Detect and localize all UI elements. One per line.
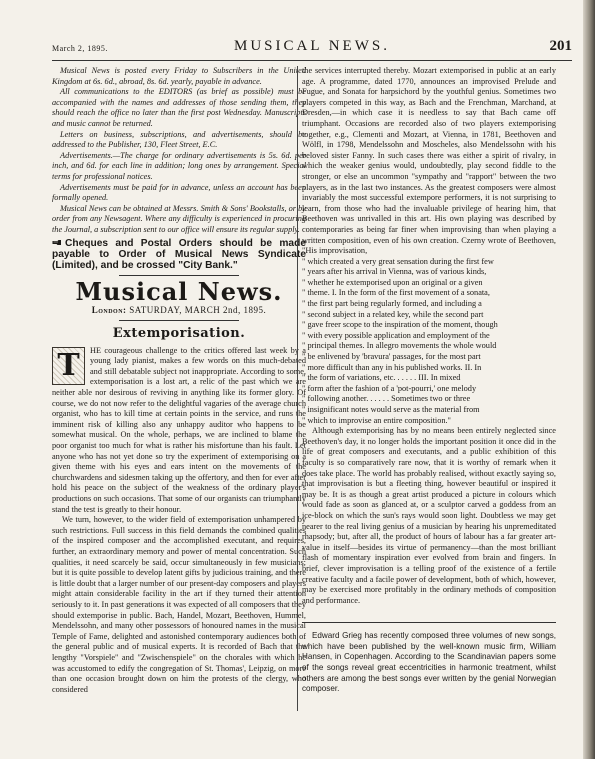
header-rule [52,60,572,61]
quote-line: " more difficult than any in his published works. II. In [302,362,482,372]
header-date: March 2, 1895. [52,44,108,53]
article-paragraph-1 [52,346,306,516]
article-paragraph-2: We turn, however, to the wider field of extemporisation unhampered by such restrictions. Full success in this field demands the combined qualities of the inspired composer and the accomplished executant, and requires, further, an extraordinary memory and power of mental concentration. Such qualities, it need scarcely be said, occur simultaneously in few musicians; but it is quite possible to develop latent gifts by judicious training, and there is little doubt that a larger number of our present-day composers and players might attain considerable facility in the art if they turned their attention seriously to it. In past generations it was expected of all composers that they should extemporise in public. Bach, Handel, Mozart, Beethoven, Hummel, Mendelssohn, and many other possessors of honoured names in the musical Temple of Fame, delighted and astonished contemporary audiences both of the general public and of musical experts. It is recorded of Bach that the lengthy "Vorspiele" and "Zwischenspiele" on the chorales with which he was accustomed to edify the congregation of St. Thomas', Leipzig, on more than one occasion brought down on him the protests of the clergy, who considered [52,515,306,694]
notice-bookstalls: Musical News can be obtained at Messrs. Smith & Sons' Bookstalls, or by order from any Newsagent. Where any difficulty is experienced in procuring the Journal, a subscription sent to our office will ensure its regular supply. [52,203,306,234]
cheque-notice [52,238,306,272]
right-column [302,66,556,695]
dateline-city: London: [91,305,127,316]
quote-line: " be enlivened by 'bravura' passages, for the most part [302,352,481,362]
quote-line: " whether he extemporised upon an original or a given [302,277,483,287]
article-paragraph-3: the services interrupted thereby. Mozart extemporised in public at an early age. A programme, dated 1770, announces an improvised Prelude and Fugue, and Sonata for harpsichord by the youthful genius. Sometimes two players competed in this way, as Bach and the Frenchman, Marchand, at Dresden,—in which case it is needless to say that Bach came off triumphant. Occasions are recorded also of two players extemporising together, e.g., Clementi and Mozart, at Vienna, in 1781, Beethoven and Wölfl, in 1798, Mendelssohn and Moscheles, also Mendelssohn with his beloved sister Fanny. In such cases there was either a spirit of rivalry, in which the weaker genius would, undoubtedly, play second fiddle to the stronger, or else an uncommon "sympathy and "rapport" between the two players, as in the last two instances. As the greatest composers were almost invariably the most successful extempore performers, it is not surprising to learn, from those who had the invaluable privilege of hearing him, that Beethoven was unrivalled in this art. His own playing was described by contemporaries as being far finer when improvising than when playing a written composition, even of his own creation. Czerny wrote of Beethoven, "His improvisation, [302,66,556,256]
quote-line: " years after his arrival in Vienna, was of various kinds, [302,267,487,277]
quote-line: " with every possible application and employment of the [302,330,490,340]
cheque-notice-text: Cheques and Postal Orders should be made payable to Order of Musical News Syndicate (Limited), and be crossed "City Bank." [52,237,306,271]
masthead-divider [119,320,239,321]
article-paragraph-4: Although extemporising has by no means been entirely neglected since Beethoven's day, it no longer holds the important position it once did in the life of great composers and executants, and a public exhibition of this faculty is so comparatively rare now, that it is worthy of remark when it does take place. The world has probably realised, without exactly saying so, that improvisation is but a fleeting thing, however beautiful or inspired it may be. It is as though a great artist produced a picture in colours which would fade as soon as glanced at, or a sculptor carved a goddess from an ice-block on which the sun's rays would soon light. Doubtless we may get nearer to the real living genius of a musician by hearing his unpremeditated rhapsody; but, after all, the product of hours of labour has a far greater art-value in itself—besides its virtue of permanency—than the most brilliant flash of momentary inspiration ever evolved from brain and fingers. In brief, clever improvisation is a telling proof of the existence of a fertile creative faculty and a facile power of development, both of which, however, may be exercised more profitably in the ordinary methods of composition and performance. [302,426,556,605]
masthead-title: Musical News. [75,277,283,307]
quote-line: " which created a very great sensation during the first few [302,256,494,266]
grieg-note: Edward Grieg has recently composed three volumes of new songs, which have been published by the well-known music firm, William Hansen, in Copenhagen. According to the Scandinavian papers some of the songs reveal great eccentricities in harmonic treatment, whilst others are among the best songs ever written by the genial Norwegian composer. [302,622,556,695]
quote-line: " gave freer scope to the inspiration of the moment, though [302,320,498,330]
article-title: Extemporisation. [112,325,246,341]
quote-line: " form after the fashion of a 'pot-pourri,' one melody [302,383,477,393]
quote-line: " principal themes. In allegro movements the whole would [302,341,497,351]
dateline-date: SATURDAY, MARCH 2nd, 1895. [129,305,267,316]
notice-advertisements: Advertisements.—The charge for ordinary advertisements is 5s. 6d. per inch, and 6d. for each line in addition; long ones by arrangement. Special terms for professional notices. [52,150,306,181]
quote-line: " theme. I. In the form of the first movement of a sonata, [302,288,490,298]
quote-line: " the form of variations, etc. . . . . . III. In mixed [302,373,461,383]
masthead-dateline [52,305,306,316]
page-header [52,38,572,58]
notice-payment: Advertisements must be paid for in advance, unless an account has been formally opened. [52,182,306,203]
notice-business: Letters on business, subscriptions, and advertisements, should be addressed to the Publisher, 130, Fleet Street, E.C. [52,129,306,150]
header-title: MUSICAL NEWS. [234,38,390,54]
notice-editors: All communications to the EDITORS (as brief as possible) must be accompanied with the names and addresses of those sending them, they should reach the office no later than the first post Wednesday. Manuscripts and music cannot be returned. [52,87,306,128]
column-rule [297,66,298,711]
notice-subscription: Musical News is posted every Friday to Subscribers in the United Kingdom at 6s. 6d., abroad, 8s. 6d. yearly, payable in advance. [52,66,306,86]
section-divider [119,275,239,276]
page-number: 201 [549,38,572,54]
left-column [52,66,306,695]
quote-line: " which to improvise an entire composition." [302,415,451,425]
paragraph-1-text: HE courageous challenge to the critics offered last week by a young lady pianist, makes a few words on this much-debated and still debatable subject not inappropriate. According to some, extemporisation is a lost art, a relic of the past which we are neither able nor desirous of reviving in anything like its former glory. Of course, we do not now refer to the delightful vagaries of the average church organist, who has to kill time at certain points in the service, and runs the imminent risk of killing also any unhappy auditor who happens to be somewhat musical. On the whole, perhaps, we are inclined to blame the poor organist too much for what is rather his misfortune than his fault. Let anyone who has not yet done so try the experiment of extemporising on a given theme with his eyes and ears intent on the movements of the churchwardens and sidesmen taking up the offertory, and then for ever after hold his peace on the subject of the weakness of the ordinary player's productions on such occasions. That some of our organists can triumphantly stand the test is greatly to their honour. [52,345,306,514]
quote-line: " the first part being regularly formed, and including a [302,299,482,309]
book-spine-shadow [583,0,595,759]
drop-cap: T [52,347,85,385]
pointing-hand-icon [52,239,62,246]
masthead [52,277,306,316]
quote-line: " insignificant notes would serve as the material from [302,405,480,414]
quote-line: " second subject in a related key, while the second part [302,309,484,319]
czerny-quote [302,257,556,427]
quote-line: " following another. . . . . . Sometimes two or three [302,394,471,404]
